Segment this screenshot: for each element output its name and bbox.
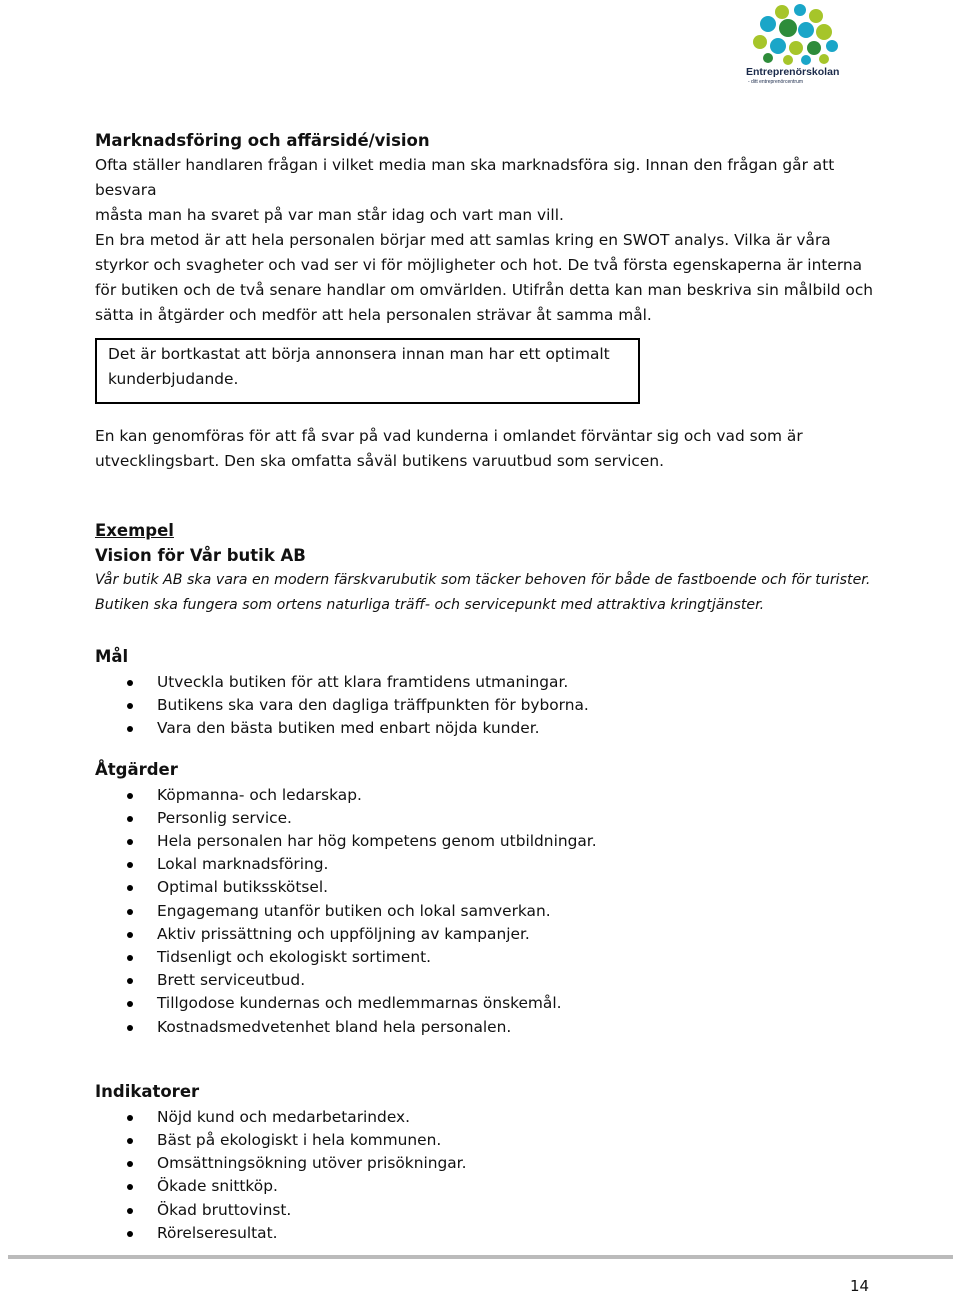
goals-heading: Mål: [95, 647, 129, 666]
example-heading: Exempel: [95, 521, 174, 540]
list-item: Lokal marknadsföring.: [157, 853, 885, 876]
page-number: 14: [850, 1277, 870, 1295]
paragraph-line: för butiken och de två senare handlar om omvärlden. Utifrån detta kan man beskriva sin målbild och: [95, 281, 874, 299]
list-item: Utveckla butiken för att klara framtidens utmaningar.: [157, 671, 885, 694]
section-heading: Marknadsföring och affärsidé/vision: [95, 131, 430, 150]
list-item: Ökad bruttovinst.: [157, 1199, 885, 1222]
paragraph-line: styrkor och svagheter och vad ser vi för möjligheter och hot. De två första egenskaperna är interna: [95, 256, 863, 274]
vision-heading: Vision för Vår butik AB: [95, 546, 306, 565]
indicators-list: [95, 1106, 885, 1245]
entreprenorskolan-logo: [738, 2, 848, 88]
logo-name: Entreprenörskolan: [746, 66, 840, 78]
list-item: Brett serviceutbud.: [157, 969, 885, 992]
list-item: Vara den bästa butiken med enbart nöjda kunder.: [157, 717, 885, 740]
list-item: Nöjd kund och medarbetarindex.: [157, 1106, 885, 1129]
intro-paragraph: [95, 153, 885, 328]
indicators-heading: Indikatorer: [95, 1081, 200, 1101]
goals-list: [95, 671, 885, 741]
logo-mark-icon: [738, 2, 848, 68]
list-item: Ökade snittköp.: [157, 1175, 885, 1198]
list-item: Personlig service.: [157, 807, 885, 830]
document-body: [95, 128, 885, 1245]
list-item: Engagemang utanför butiken och lokal samverkan.: [157, 900, 885, 923]
footer-divider: [8, 1255, 953, 1259]
list-item: Kostnadsmedvetenhet bland hela personalen.: [157, 1016, 885, 1039]
callout-line: kunderbjudande.: [108, 370, 239, 388]
paragraph-line: En bra metod är att hela personalen börjar med att samlas kring en SWOT analys. Vilka är våra: [95, 231, 831, 249]
callout-box: [95, 338, 640, 404]
actions-heading: Åtgärder: [95, 759, 178, 779]
paragraph-line: utvecklingsbart. Den ska omfatta såväl butikens varuutbud som servicen.: [95, 452, 664, 470]
actions-list: [95, 784, 885, 1039]
paragraph-line: En kan genomföras för att få svar på vad kunderna i omlandet förväntar sig och vad som är: [95, 427, 803, 445]
list-item: Tidsenligt och ekologiskt sortiment.: [157, 946, 885, 969]
list-item: Bäst på ekologiskt i hela kommunen.: [157, 1129, 885, 1152]
survey-paragraph: [95, 424, 885, 474]
list-item: Butikens ska vara den dagliga träffpunkten för byborna.: [157, 694, 885, 717]
paragraph-line: sätta in åtgärder och medför att hela personalen strävar åt samma mål.: [95, 306, 652, 324]
logo-tagline: - ditt entreprenörcentrum: [748, 79, 804, 85]
paragraph-line: måsta man ha svaret på var man står idag och vart man vill.: [95, 206, 564, 224]
list-item: Optimal butiksskötsel.: [157, 876, 885, 899]
vision-line: Vår butik AB ska vara en modern färskvarubutik som täcker behoven för både de fastboende och för turister.: [95, 572, 871, 588]
paragraph-line: Ofta ställer handlaren frågan i vilket media man ska marknadsföra sig. Innan den frågan går att besvara: [95, 156, 835, 199]
list-item: Rörelseresultat.: [157, 1222, 885, 1245]
list-item: Köpmanna- och ledarskap.: [157, 784, 885, 807]
list-item: Tillgodose kundernas och medlemmarnas önskemål.: [157, 992, 885, 1015]
list-item: Omsättningsökning utöver prisökningar.: [157, 1152, 885, 1175]
list-item: Aktiv prissättning och uppföljning av kampanjer.: [157, 923, 885, 946]
callout-line: Det är bortkastat att börja annonsera innan man har ett optimalt: [108, 345, 610, 363]
vision-text: [95, 568, 885, 618]
list-item: Hela personalen har hög kompetens genom utbildningar.: [157, 830, 885, 853]
vision-line: Butiken ska fungera som ortens naturliga träff- och servicepunkt med attraktiva kringtjänster.: [95, 597, 765, 613]
